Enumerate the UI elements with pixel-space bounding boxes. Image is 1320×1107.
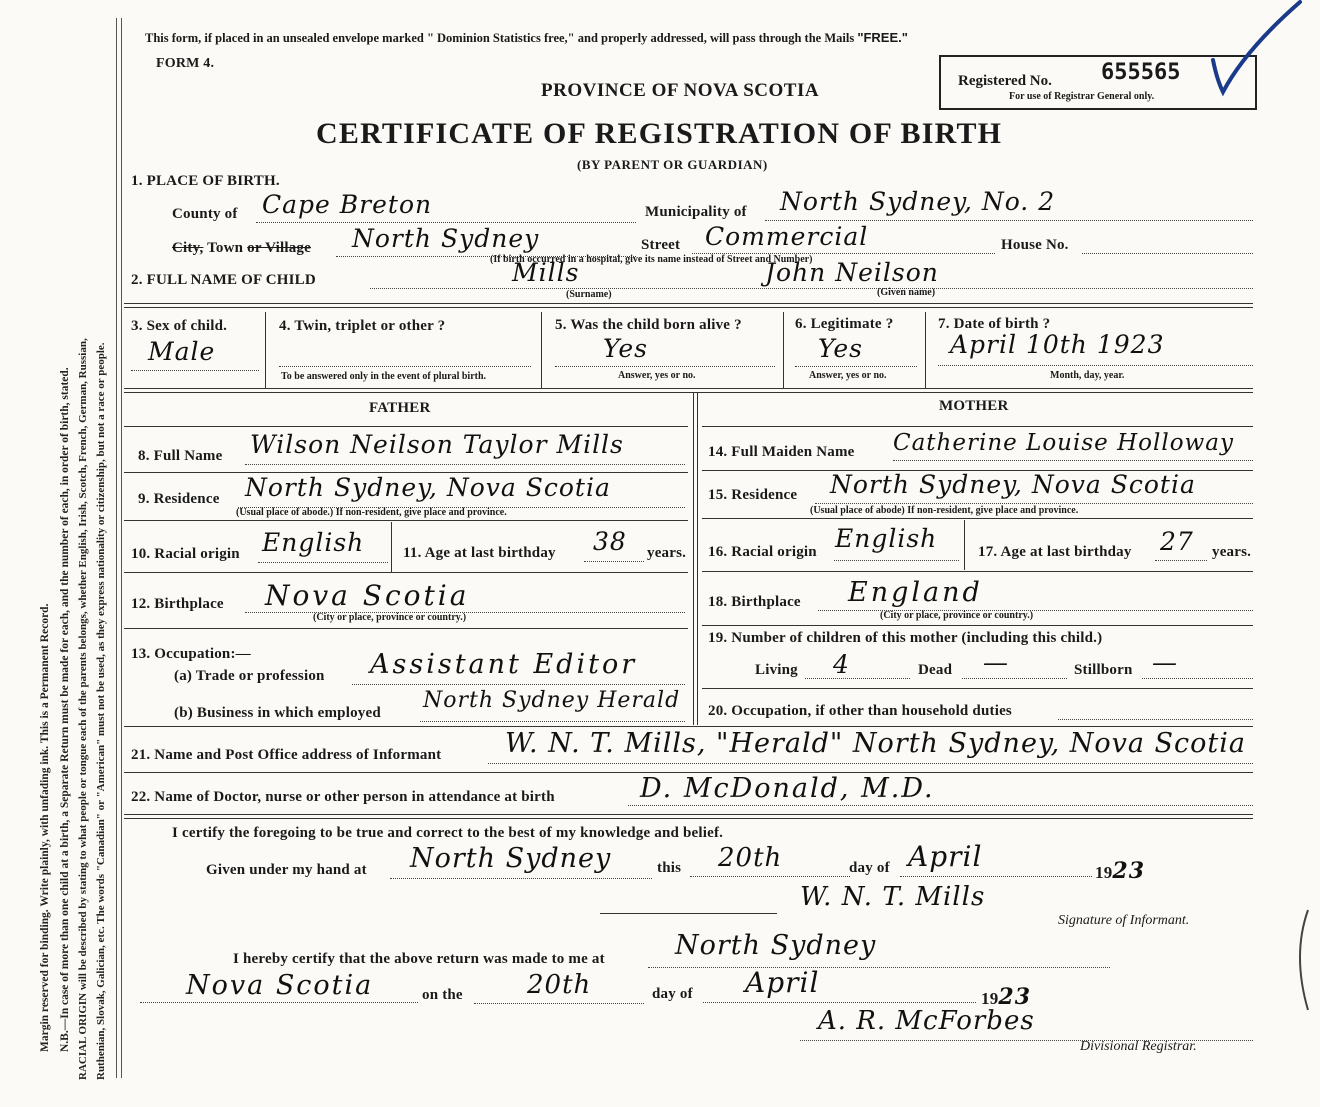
informant-value: W. N. T. Mills, "Herald" North Sydney, Nova Scotia	[505, 728, 1247, 759]
given-note: (Given name)	[877, 287, 936, 298]
alive-value: Yes	[603, 334, 648, 363]
stillborn-line	[1142, 678, 1253, 679]
county-line	[256, 222, 636, 223]
rule	[702, 625, 1253, 626]
father-race: English	[262, 528, 365, 557]
signature-label: Signature of Informant.	[1058, 913, 1190, 928]
informant-label: 21. Name and Post Office address of Informant	[131, 747, 442, 763]
divider	[697, 392, 698, 725]
father-age-label: 11. Age at last birthday	[403, 545, 556, 561]
mother-age: 27	[1160, 527, 1194, 556]
town-value: North Sydney	[352, 224, 540, 253]
informant-signature: W. N. T. Mills	[800, 882, 986, 912]
sex-label: 3. Sex of child.	[131, 318, 228, 334]
doctor-label: 22. Name of Doctor, nurse or other person in attendance at birth	[131, 789, 555, 805]
legitimate-line	[795, 366, 917, 367]
living-label: Living	[755, 662, 798, 678]
mother-birthplace: England	[848, 577, 983, 608]
mother-bp-label: 18. Birthplace	[708, 594, 801, 610]
twin-line	[279, 366, 531, 367]
divider	[541, 312, 542, 388]
rule	[124, 520, 688, 521]
divider	[693, 392, 694, 725]
father-res-note: (Usual place of abode.) If non-resident, give place and province.	[236, 507, 507, 518]
mother-bp-note: (City or place, province or country.)	[880, 610, 1034, 621]
mother-res-note: (Usual place of abode) If non-resident, give place and province.	[810, 505, 1079, 516]
registrar-place: North Sydney	[675, 930, 877, 961]
divider	[391, 522, 392, 572]
father-occ-label: 13. Occupation:—	[131, 646, 251, 662]
legitimate-label: 6. Legitimate ?	[795, 316, 894, 332]
reg-number: 655565	[1101, 60, 1181, 85]
rule	[702, 571, 1253, 572]
dob-note: Month, day, year.	[1050, 370, 1125, 381]
registrar-signature: A. R. McForbes	[818, 1006, 1035, 1036]
informant-line	[488, 763, 1253, 764]
rule	[702, 688, 1253, 689]
mother-occ-label: 20. Occupation, if other than household duties	[708, 703, 1012, 719]
day-of-label: day of	[849, 860, 890, 876]
father-bp-note: (City or place, province or country.)	[313, 612, 467, 623]
province-line	[140, 1002, 418, 1003]
reg-label: Registered No.	[958, 73, 1052, 89]
day-line	[690, 876, 850, 877]
dead-label: Dead	[918, 662, 953, 678]
cert-year: 1923	[1095, 858, 1146, 884]
mother-name-label: 14. Full Maiden Name	[708, 444, 855, 460]
father-name-line	[245, 464, 685, 465]
registrar-place-line	[648, 967, 1110, 968]
alive-note: Answer, yes or no.	[618, 370, 696, 381]
signature-line	[600, 913, 777, 914]
reg-month-line	[703, 1002, 976, 1003]
child-given-name: John Neilson	[765, 258, 939, 287]
registrar-day: 20th	[527, 970, 592, 1000]
sex-line	[131, 370, 259, 371]
given-place: North Sydney	[410, 843, 612, 874]
business-label: (b) Business in which employed	[174, 705, 381, 721]
mother-name: Catherine Louise Holloway	[893, 430, 1234, 456]
father-heading: FATHER	[369, 400, 431, 416]
mother-age-line	[1155, 560, 1207, 561]
reg-day-line	[474, 1003, 644, 1004]
mother-residence: North Sydney, Nova Scotia	[830, 470, 1196, 499]
divider	[783, 312, 784, 388]
twin-label: 4. Twin, triplet or other ?	[279, 318, 446, 334]
doctor-line	[628, 805, 1253, 806]
living-value: 4	[833, 650, 850, 679]
children-label: 19. Number of children of this mother (including this child.)	[708, 630, 1103, 646]
free-label: "FREE."	[857, 30, 908, 45]
alive-line	[555, 366, 775, 367]
rule	[124, 303, 1253, 304]
child-surname: Mills	[512, 258, 580, 287]
street-label: Street	[641, 237, 681, 253]
house-line	[1082, 253, 1253, 254]
mother-race-label: 16. Racial origin	[708, 544, 817, 560]
child-name-label: 2. FULL NAME OF CHILD	[131, 272, 316, 288]
trade-line	[352, 684, 685, 685]
binding-line	[116, 18, 117, 1078]
this-label: this	[657, 860, 682, 876]
rule	[124, 307, 1253, 308]
legitimate-value: Yes	[818, 334, 863, 363]
father-age-line	[584, 561, 644, 562]
mother-name-line	[893, 460, 1253, 461]
living-line	[805, 678, 910, 679]
rule	[124, 814, 1253, 815]
father-res-label: 9. Residence	[138, 491, 220, 507]
legitimate-note: Answer, yes or no.	[809, 370, 887, 381]
sex-value: Male	[148, 337, 216, 366]
mother-age-label: 17. Age at last birthday	[978, 544, 1132, 560]
mother-race: English	[835, 524, 938, 553]
registrar-line: I hereby certify that the above return was made to me at	[233, 951, 605, 967]
father-name-label: 8. Full Name	[138, 448, 223, 464]
municipality-label: Municipality of	[645, 204, 747, 220]
divider	[265, 312, 266, 388]
father-years: years.	[647, 545, 687, 561]
reg-day-of-label: day of	[652, 986, 693, 1002]
municipality-value: North Sydney, No. 2	[780, 187, 1056, 216]
mother-years: years.	[1212, 544, 1252, 560]
trade-label: (a) Trade or profession	[174, 668, 325, 684]
month-line	[900, 876, 1092, 877]
rule	[124, 628, 688, 629]
divider	[964, 520, 965, 570]
house-label: House No.	[1001, 237, 1069, 253]
cert-line: I certify the foregoing to be true and correct to the best of my knowledge and belief.	[172, 825, 724, 841]
registrar-month: April	[745, 966, 820, 999]
page-subtitle: (BY PARENT OR GUARDIAN)	[577, 157, 768, 172]
racial-note-2: Ruthenian, Slovak, Galician, etc. The words "Canadian" or "American" must not be used, as they express nationality or citizenship, but not a race or people.	[95, 342, 107, 1080]
father-name: Wilson Neilson Taylor Mills	[250, 430, 624, 459]
reg-note: For use of Registrar General only.	[1009, 91, 1155, 102]
province-heading: PROVINCE OF NOVA SCOTIA	[541, 80, 820, 101]
child-name-line	[370, 288, 1253, 289]
father-race-label: 10. Racial origin	[131, 546, 240, 562]
registrar-province: Nova Scotia	[186, 970, 374, 1001]
mother-occ-line	[1058, 719, 1253, 720]
street-line	[692, 253, 995, 254]
binding-line-2	[121, 18, 122, 1078]
rule	[702, 426, 1253, 427]
stillborn-label: Stillborn	[1074, 662, 1133, 678]
father-age: 38	[593, 527, 627, 556]
nb-note: N.B.—In case of more than one child at a birth, a Separate Return must be made for each, and the number of each, in order of birth, stated.	[59, 367, 71, 1052]
page-title: CERTIFICATE OF REGISTRATION OF BIRTH	[316, 117, 1003, 150]
form-number: FORM 4.	[156, 56, 215, 71]
mother-res-label: 15. Residence	[708, 487, 798, 503]
cert-month: April	[908, 840, 983, 873]
father-bp-label: 12. Birthplace	[131, 596, 224, 612]
twin-note: To be answered only in the event of plural birth.	[281, 371, 487, 382]
registrar-year: 1923	[981, 984, 1032, 1010]
doctor-value: D. McDonald, M.D.	[640, 773, 935, 804]
given-place-line	[390, 878, 652, 879]
county-value: Cape Breton	[262, 190, 433, 219]
stillborn-value: —	[1152, 648, 1178, 677]
dead-value: —	[983, 648, 1009, 677]
street-value: Commercial	[705, 222, 869, 251]
surname-note: (Surname)	[566, 289, 612, 300]
dob-line	[938, 365, 1253, 366]
dead-line	[962, 678, 1067, 679]
cert-day: 20th	[718, 843, 783, 873]
mother-race-line	[834, 560, 959, 561]
dob-label: 7. Date of birth ?	[938, 316, 1051, 332]
rule	[702, 518, 1253, 519]
binding-arc	[1290, 900, 1320, 1020]
registrar-label: Divisional Registrar.	[1080, 1039, 1197, 1054]
mother-heading: MOTHER	[939, 398, 1009, 414]
margin-note: Margin reserved for binding. Write plainly, with unfading ink. This is a Permanent Record.	[39, 603, 51, 1052]
rule	[124, 818, 1253, 819]
father-trade: Assistant Editor	[370, 649, 638, 680]
rule	[124, 426, 688, 427]
given-label: Given under my hand at	[206, 862, 367, 878]
dob-value: April 10th 1923	[950, 330, 1165, 359]
mail-note: This form, if placed in an unsealed envelope marked " Dominion Statistics free," and properly addressed, will pass through the Mails "FREE."	[145, 30, 908, 45]
divider	[925, 312, 926, 388]
town-label: City, Town or Village	[172, 240, 311, 256]
mother-res-line	[815, 503, 1253, 504]
place-of-birth-label: 1. PLACE OF BIRTH.	[131, 173, 280, 189]
rule	[124, 726, 1253, 727]
rule	[124, 572, 688, 573]
racial-note-1: RACIAL ORIGIN will be described by stating to what people or tongue each of the parents belongs, whether English, Irish, Scotch, French, German, Russian,	[77, 338, 89, 1080]
checkmark-icon	[1205, 0, 1305, 100]
rule	[124, 392, 1253, 393]
business-line	[420, 721, 685, 722]
municipality-line	[765, 220, 1253, 221]
county-label: County of	[172, 206, 238, 222]
father-birthplace: Nova Scotia	[265, 579, 470, 612]
rule	[124, 388, 1253, 389]
alive-label: 5. Was the child born alive ?	[555, 317, 742, 333]
hospital-note: (If birth occurred in a hospital, give its name instead of Street and Number)	[490, 254, 813, 265]
father-residence: North Sydney, Nova Scotia	[245, 473, 611, 502]
on-the-label: on the	[422, 987, 463, 1003]
father-business: North Sydney Herald	[423, 688, 681, 713]
father-race-line	[258, 562, 388, 563]
